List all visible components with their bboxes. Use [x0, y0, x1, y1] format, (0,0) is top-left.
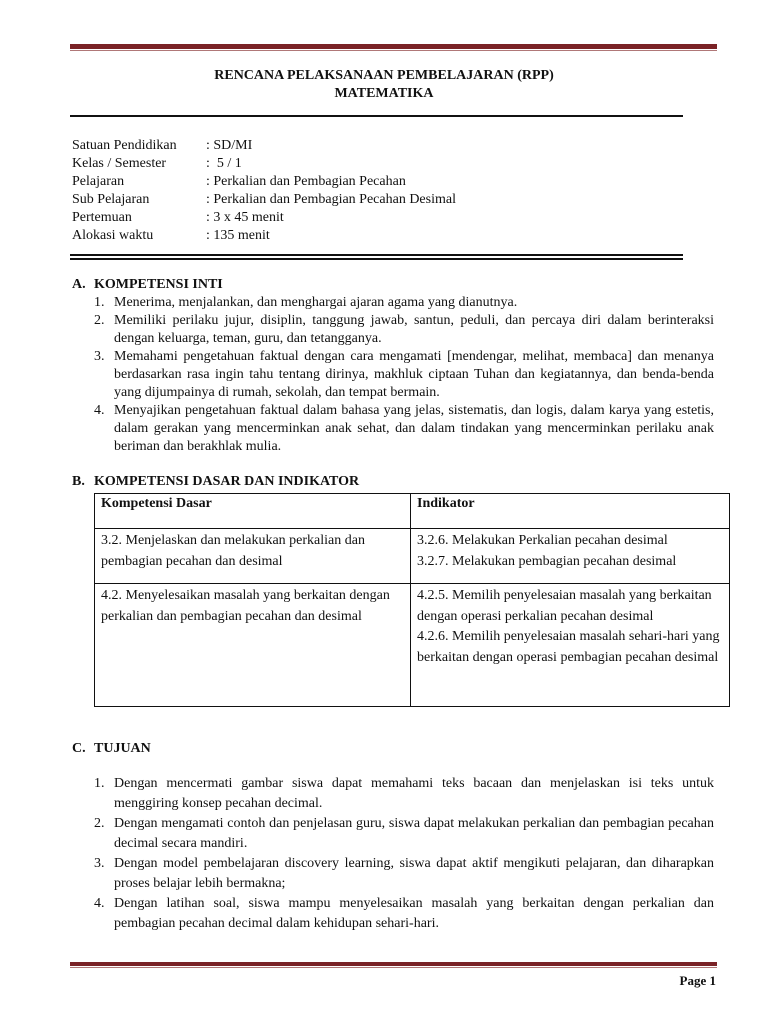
info-row-kelas	[72, 155, 456, 173]
info-label: Alokasi waktu	[72, 228, 154, 243]
info-label: Satuan Pendidikan	[72, 138, 177, 153]
indikator-item: 4.2.6. Memilih penyelesaian masalah sehari-hari yang berkaitan dengan operasi pembagian pecahan desimal	[417, 629, 720, 665]
column-header-indikator: Indikator	[411, 494, 730, 529]
info-row-satuan	[72, 137, 456, 155]
list-text: Memiliki perilaku jujur, disiplin, tanggung jawab, santun, peduli, dan percaya diri dalam berinteraksi dengan keluarga, teman, guru, dan tetangganya.	[114, 313, 714, 346]
kd-cell: 3.2. Menjelaskan dan melakukan perkalian dan pembagian pecahan dan desimal	[95, 529, 411, 584]
indikator-cell	[411, 529, 730, 584]
info-label: Pelajaran	[72, 174, 125, 189]
section-letter: A.	[72, 277, 86, 292]
indikator-cell	[411, 584, 730, 707]
section-c-heading	[72, 741, 151, 757]
info-row-pelajaran	[72, 173, 456, 191]
list-text: Dengan mencermati gambar siswa dapat memahami teks bacaan dan menjelaskan isi teks untuk menggiring konsep pecahan decimal.	[114, 776, 714, 811]
tujuan-list	[94, 774, 714, 934]
kompetensi-inti-list	[94, 294, 714, 456]
info-value: : Perkalian dan Pembagian Pecahan Desimal	[206, 192, 456, 207]
section-title: TUJUAN	[94, 741, 151, 756]
info-value: : 3 x 45 menit	[206, 210, 284, 225]
list-number: 3.	[94, 349, 105, 364]
indikator-item: 4.2.5. Memilih penyelesaian masalah yang berkaitan dengan operasi perkalian pecahan desimal	[417, 588, 712, 624]
header-rule	[70, 115, 683, 117]
list-item	[94, 348, 714, 402]
list-item	[94, 774, 714, 814]
section-a-heading	[72, 277, 223, 293]
list-number: 2.	[94, 313, 105, 328]
document-title: RENCANA PELAKSANAAN PEMBELAJARAN (RPP)	[214, 68, 554, 83]
info-value: : Perkalian dan Pembagian Pecahan	[206, 174, 406, 189]
list-number: 1.	[94, 295, 105, 310]
info-label: Kelas / Semester	[72, 156, 167, 171]
list-text: Dengan model pembelajaran discovery learning, siswa dapat aktif mengikuti pelajaran, dan diharapkan proses belajar lebih bermakna;	[114, 856, 714, 891]
section-letter: B.	[72, 474, 85, 489]
list-text: Menerima, menjalankan, dan menghargai ajaran agama yang dianutnya.	[114, 295, 518, 310]
section-title: KOMPETENSI DASAR DAN INDIKATOR	[94, 474, 360, 489]
info-value: : 135 menit	[206, 228, 270, 243]
list-item	[94, 854, 714, 894]
info-row-alokasi	[72, 227, 456, 245]
list-item	[94, 894, 714, 934]
section-letter: C.	[72, 741, 86, 756]
table-header-row	[95, 494, 730, 529]
list-item	[94, 814, 714, 854]
indikator-item: 3.2.7. Melakukan pembagian pecahan desimal	[417, 553, 677, 569]
info-value: : 5 / 1	[206, 156, 242, 171]
list-number: 1.	[94, 776, 105, 791]
kompetensi-dasar-table	[94, 493, 730, 707]
list-text: Memahami pengetahuan faktual dengan cara mengamati [mendengar, melihat, membaca] dan menanya berdasarkan rasa ingin tahu tentang dirinya, makhluk ciptaan Tuhan dan kegiatannya, dan benda-benda yang dijumpainya di rumah, sekolah, dan tempat bermain.	[114, 349, 714, 400]
section-title: KOMPETENSI INTI	[94, 277, 223, 292]
info-row-sub-pelajaran	[72, 191, 456, 209]
list-number: 3.	[94, 856, 105, 871]
identity-rule-bottom	[70, 258, 683, 260]
footer-decorative-thin-bar	[70, 967, 717, 968]
identity-block	[72, 137, 456, 245]
list-text: Menyajikan pengetahuan faktual dalam bahasa yang jelas, sistematis, dan logis, dalam karya yang estetis, dalam gerakan yang mencerminkan anak sehat, dan dalam tindakan yang mencerminkan perilaku anak beriman dan berakhlak mulia.	[114, 403, 714, 454]
page-number: Page 1	[679, 973, 716, 988]
top-decorative-thin-bar	[70, 50, 717, 51]
kd-cell: 4.2. Menyelesaikan masalah yang berkaitan dengan perkalian dan pembagian pecahan dan desimal	[95, 584, 411, 707]
document-subtitle: MATEMATIKA	[334, 86, 434, 101]
list-number: 2.	[94, 816, 105, 831]
indikator-item: 3.2.6. Melakukan Perkalian pecahan desimal	[417, 533, 668, 548]
list-item	[94, 294, 714, 312]
list-item	[94, 402, 714, 456]
info-label: Pertemuan	[72, 210, 132, 225]
list-text: Dengan latihan soal, siswa mampu menyelesaikan masalah yang berkaitan dengan perkalian dan pembagian pecahan decimal dalam kehidupan sehari-hari.	[114, 896, 714, 931]
section-b-heading	[72, 474, 359, 490]
column-header-kd: Kompetensi Dasar	[95, 494, 411, 529]
table-row	[95, 584, 730, 707]
table-row	[95, 529, 730, 584]
list-number: 4.	[94, 896, 105, 911]
identity-rule-top	[70, 254, 683, 256]
list-number: 4.	[94, 403, 105, 418]
list-text: Dengan mengamati contoh dan penjelasan guru, siswa dapat melakukan perkalian dan pembagian pecahan decimal secara mandiri.	[114, 816, 714, 851]
info-label: Sub Pelajaran	[72, 192, 150, 207]
info-row-pertemuan	[72, 209, 456, 227]
info-value: : SD/MI	[206, 138, 253, 153]
footer-decorative-bar	[70, 962, 717, 966]
list-item	[94, 312, 714, 348]
top-decorative-bar	[70, 44, 717, 49]
